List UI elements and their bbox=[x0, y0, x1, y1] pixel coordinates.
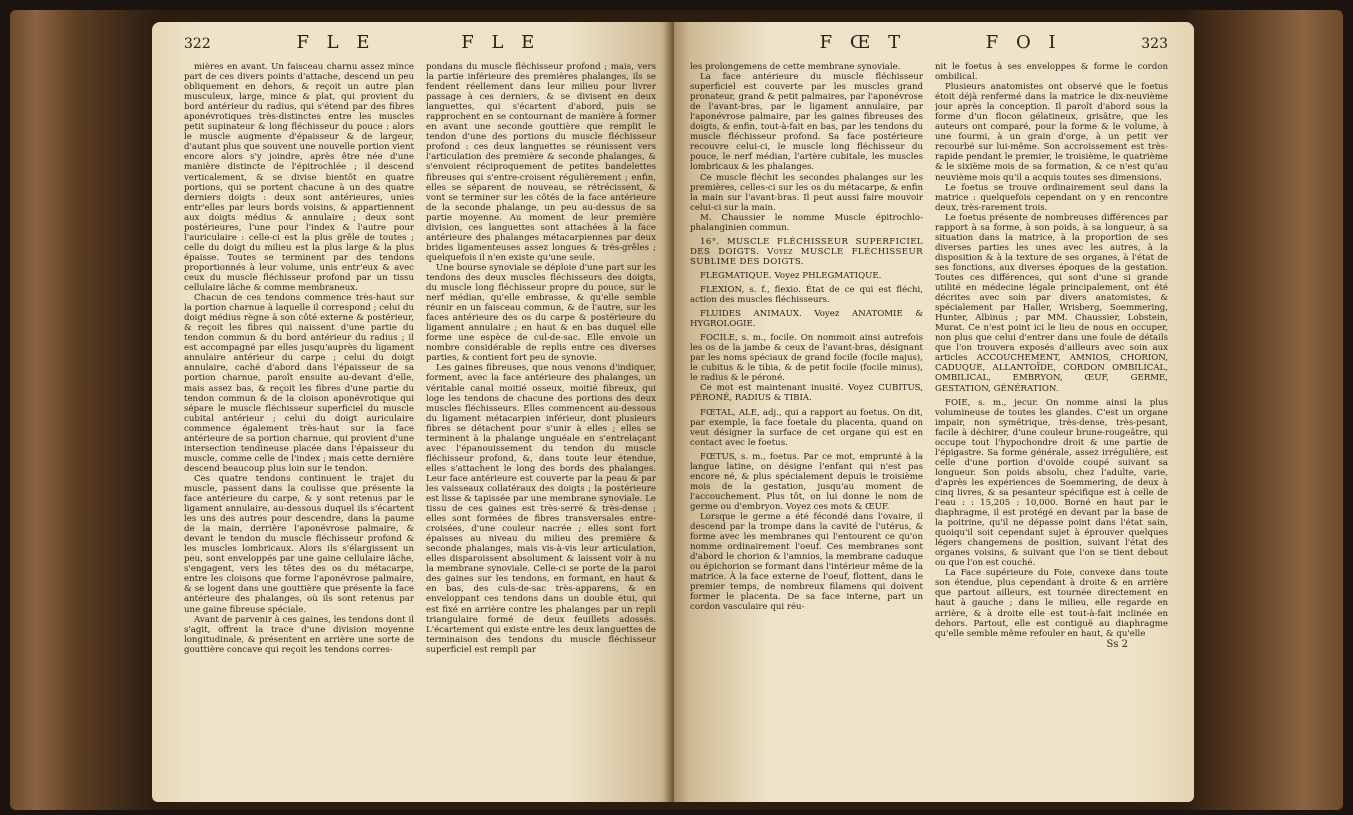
left-running-head bbox=[184, 32, 656, 56]
right-column-1 bbox=[690, 62, 923, 800]
dictionary-entry: FŒTUS, s. m., foetus. Par ce mot, emprunté à la langue latine, on désigne l'enfant qui n'est pas encore né, & plus spécialement depuis le troisième mois de la gestation, jusqu'au moment de l'accouchement. Plus tôt, on lui donne le nom de germe ou d'embryon. Voyez ces mots & ŒUF. bbox=[690, 451, 923, 512]
left-page-number: 322 bbox=[184, 36, 211, 52]
paragraph: Plusieurs anatomistes ont observé que le foetus étoit déjà renfermé dans la matrice le dix-neuvième jour après la conception. Il paroît d'abord sous la forme d'un flocon gélatineux, grisâtre, que les auteurs ont comparé, pour la forme & le volume, à une fourmi, à un grain d'orge, à un petit ver recourbé sur lui-même. Son accroissement est très-rapide pendant le premier, le troisième, le quatrième & le sixième mois de sa formation, & ce n'est qu'au neuvième mois qu'il a acquis toutes ses dimensions. bbox=[935, 82, 1168, 183]
paragraph: nit le foetus à ses enveloppes & forme le cordon ombilical. bbox=[935, 62, 1168, 83]
dictionary-entry: FOIE, s. m., jecur. On nomme ainsi la plus volumineuse de toutes les glandes. C'est un organe impair, non symétrique, très-dense, très-pesant, facile à déchirer, d'une couleur brune-rougeâtre, qui occupe tout l'hypochondre droit & une partie de l'épigastre. Sa forme générale, assez irrégulière, est celle d'une portion d'ovoïde coupé suivant sa longueur. Son poids absolu, chez l'adulte, varie, d'après les expériences de Soemmering, de deux à cinq livres, & sa pesanteur spécifique est à celle de l'eau : : 15,205 : 10,000. Borné en haut par le diaphragme, il est protégé en devant par la base de la poitrine, qu'il ne dépasse point dans l'état sain, quoiqu'il soit cependant sujet à éprouver quelques légers changemens de position, suivant l'état des organes voisins, & suivant que l'on se tient debout ou que l'on est couché. bbox=[935, 397, 1168, 569]
entry-heading: 16°. MUSCLE FLÉCHISSEUR SUPERFICIEL DES DOIGTS. Voyez MUSCLE FLÉCHISSEUR SUBLIME DES DOIGTS. bbox=[690, 236, 923, 267]
paragraph: Les gaines fibreuses, que nous venons d'indiquer, forment, avec la face antérieure des phalanges, un véritable canal moitié osseux, moitié fibreux, qui loge les tendons de chacune des portions des deux muscles fléchisseurs. Elles commencent au-dessous du ligament métacarpien inférieur, dont plusieurs fibres se détachent pour s'unir à elles ; elles se terminent à la phalange unguéale en s'entrelaçant avec l'épanouissement du tendon du muscle fléchisseur profond, &, dans toute leur étendue, elles s'attachent le long des bords des phalanges. Leur face antérieure est couverte par la peau & par les vaisseaux collatéraux des doigts ; la postérieure est lisse & tapissée par une membrane synoviale. Le tissu de ces gaines est très-serré & très-dense ; elles sont formées de fibres transversales entre-croisées, d'une couleur nacrée ; elles sont fort épaisses au niveau du milieu des première & seconde phalanges, mais vis-à-vis leur articulation, elles disparoissent absolument & laissent voir à nu la membrane synoviale. Celle-ci se porte de la paroi des gaines sur les tendons, en formant, en haut & en bas, des culs-de-sac très-apparens, & en enveloppant ces tendons dans un double étui, qui est fixé en arrière contre les phalanges par un repli triangulaire formé de deux feuillets adossés. L'écartement qui existe entre les deux languettes de terminaison des tendons du muscle fléchisseur superficiel est rempli par bbox=[426, 363, 656, 655]
paragraph: Ce mot est maintenant inusité. Voyez CUBITUS, PÉRONÉ, RADIUS & TIBIA. bbox=[690, 383, 923, 404]
paragraph: les prolongemens de cette membrane synoviale. bbox=[690, 62, 901, 72]
left-column-1 bbox=[184, 62, 414, 800]
right-page bbox=[674, 22, 1194, 802]
paragraph: Une bourse synoviale se déploie d'une part sur les tendons des deux muscles fléchisseurs des doigts, du muscle long fléchisseur propre du pouce, sur le nerf médian, qu'elle embrasse, & qu'elle semble réunir en un faisceau commun, & de l'autre, sur les faces antérieure des os du carpe & postérieure du ligament annulaire ; en haut & en bas duquel elle forme une espèce de cul-de-sac. Elle envoie un nombre considérable de replis entre ces diverses parties, & contient fort peu de synovie. bbox=[426, 262, 656, 364]
right-head-word-2: F O I bbox=[985, 32, 1062, 53]
paragraph: mières en avant. Un faisceau charnu assez mince part de ces divers points d'attache, descend un peu obliquement en dehors, & reçoit un autre plan musculeux, large, mince & plat, qui provient du bord antérieur du radius, qui s'étend par des fibres aponévrotiques très-distinctes entre les muscles petit supinateur & long fléchisseur du pouce : alors le muscle augmente d'épaisseur & de largeur, d'autant plus que souvent une nouvelle portion vient encore alors s'y joindre, après être née d'une manière distincte de l'épitrochlée ; il descend verticalement, & se divise bientôt en quatre portions, qui se portent chacune à un des quatre derniers doigts : deux sont antérieures, unies entr'elles par leurs bords voisins, & appartiennent aux doigts médius & annulaire ; deux sont postérieures, l'une pour l'index & l'autre pour l'auriculaire : celle-ci est la plus grêle de toutes ; celle du doigt du milieu est la plus large & la plus épaisse. Toutes se terminent par des tendons proportionnés à leur volume, unis entr'eux & avec ceux du muscle fléchisseur profond par un tissu cellulaire lâche & comme membraneux. bbox=[184, 62, 414, 294]
dictionary-entry: FŒTAL, ALE, adj., qui a rapport au foetus. On dit, par exemple, la face foetale du placenta, quand on veut désigner la surface de cet organe qui est en contact avec le foetus. bbox=[690, 407, 923, 448]
right-head-word-1: F Œ T bbox=[819, 32, 907, 53]
paragraph: M. Chaussier le nomme Muscle épitrochlo-phalanginien commun. bbox=[690, 212, 923, 233]
paragraph: Lorsque le germe a été fécondé dans l'ovaire, il descend par la trompe dans la cavité de l'utérus, & forme avec les membranes qui l'entourent ce qu'on nomme ordinairement l'oeuf. Ces membranes sont d'abord le chorion & l'amnios, la membrane caduque ou épichorion se formant dans l'intérieur même de la matrice. À la face externe de l'oeuf, flottent, dans le premier temps, de nombreux filamens qui doivent former le placenta. De sa face interne, part un cordon vasculaire qui réu- bbox=[690, 511, 923, 613]
left-head-word-1: F L E bbox=[296, 32, 376, 53]
paragraph: Le foetus se trouve ordinairement seul dans la matrice : quelquefois cependant on y en rencontre deux, très-rarement trois. bbox=[935, 182, 1168, 213]
left-column-2 bbox=[426, 62, 656, 800]
paragraph: pondans du muscle fléchisseur profond ; mais, vers la partie inférieure des premières phalanges, ils se fendent réellement dans leur milieu pour livrer passage à ces derniers, & se divisent en deux languettes, qui s'écartent d'abord, puis se rapprochent en se contournant de manière à former en avant une seconde gouttière que remplit le tendon d'une des portions du muscle fléchisseur profond : ces deux languettes se réunissent vers l'articulation des première & seconde phalanges, & s'envoient réciproquement de petites bandelettes fibreuses qui s'entre-croisent régulièrement ; enfin, elles se séparent de nouveau, se rétrécissent, & vont se terminer sur les côtés de la face antérieure de la seconde phalange, un peu au-dessus de sa partie moyenne. Au moment de leur première division, ces languettes sont attachées à la face antérieure des phalanges métacarpiennes par deux brides ligamenteuses assez longues & très-grêles ; quelquefois il n'en existe qu'une seule. bbox=[426, 62, 656, 263]
paragraph: Chacun de ces tendons commence très-haut sur la portion charnue à laquelle il correspond ; celui du doigt médius règne à son côté externe & postérieur, & reçoit les fibres qui naissent d'une partie du tendon commun & du bord antérieur du radius ; il est accompagné par elles jusqu'auprès du ligament annulaire antérieur du carpe ; celui du doigt annulaire, caché d'abord dans l'épaisseur de sa portion charnue, paroît ensuite au-devant d'elle, mais assez bas, & reçoit les fibres d'une partie du tendon commun & de la cloison aponévrotique qui sépare le muscle fléchisseur superficiel du muscle cubital antérieur ; celui du doigt auriculaire commence également très-haut sur la face antérieure de sa portion charnue, qui provient d'une intersection tendineuse placée dans l'épaisseur du muscle, comme celle de l'index ; mais cette dernière descend beaucoup plus loin sur le tendon. bbox=[184, 293, 414, 474]
dictionary-entry: FLEXION, s. f., flexio. État de ce qui est fléchi, action des muscles fléchisseurs. bbox=[690, 284, 923, 306]
dictionary-entry: FOCILE, s. m., focile. On nommoit ainsi autrefois les os de la jambe & ceux de l'avant-bras, désignant par les noms spéciaux de grand focile (focile majus), le cubitus & le tibia, & de petit focile (focile minus), le radius & le péroné. bbox=[690, 333, 923, 384]
paragraph: Le foetus présente de nombreuses différences par rapport à sa forme, à son poids, à sa longueur, à sa situation dans la matrice, à la proportion de ses diverses parties les unes avec les autres, à la disposition & à la texture de ses organes, à l'état de ses fonctions, aux diverses époques de la gestation. Toutes ces différences, qui sont d'une si grande utilité en médecine légale principalement, ont été décrites avec soin par divers anatomistes, & spécialement par Haller, Wrisberg, Soemmering, Hunter, Albinus ; par MM. Chaussier, Lobstein, Murat. Ce n'est point ici le lieu de nous en occuper, non plus que celui d'entrer dans une foule de détails que l'on trouvera exposés d'ailleurs avec soin aux articles ACCOUCHEMENT, AMNIOS, CHORION, CADUQUE, ALLANTOÏDE, CORDON OMBILICAL, OMBILICAL, EMBRYON, ŒUF, GERME, GESTATION, GÉNÉRATION. bbox=[935, 212, 1168, 394]
dictionary-entry: FLUIDES ANIMAUX. Voyez ANATOMIE & HYGROLOGIE. bbox=[690, 309, 923, 330]
left-head-word-2: F L E bbox=[461, 32, 541, 53]
right-running-head bbox=[690, 32, 1168, 56]
paragraph: Avant de parvenir à ces gaines, les tendons dont il s'agit, offrent la trace d'une division moyenne longitudinale, & présentent en arrière une sorte de gouttière concave qui reçoit les tendons corres- bbox=[184, 614, 414, 655]
left-page bbox=[152, 22, 674, 802]
entry-heading: FLEGMATIQUE. Voyez PHLEGMATIQUE. bbox=[700, 270, 882, 281]
right-column-2 bbox=[935, 62, 1168, 800]
signature-mark: Ss 2 bbox=[1106, 638, 1128, 650]
right-page-number: 323 bbox=[1141, 36, 1168, 52]
paragraph: Ce muscle fléchit les secondes phalanges sur les premières, celles-ci sur les os du métacarpe, & enfin la main sur l'avant-bras. Il peut aussi faire mouvoir celui-ci sur la main. bbox=[690, 172, 923, 213]
paragraph: Ces quatre tendons continuent le trajet du muscle, passent dans la coulisse que présente la face antérieure du carpe, & y sont retenus par le ligament annulaire, au-dessous duquel ils s'écartent les uns des autres pour descendre, dans la paume de la main, derrière l'aponévrose palmaire, & devant le tendon du muscle fléchisseur profond & les muscles lombricaux. Alors ils s'élargissent un peu, sont enveloppés par une gaine cellulaire lâche, s'engagent, vers les têtes des os du métacarpe, entre les cloisons que forme l'aponévrose palmaire, & se logent dans une gouttière que présente la face antérieure des phalanges, où ils sont retenus par une gaine fibreuse spéciale. bbox=[184, 473, 414, 615]
paragraph: La Face supérieure du Foie, convexe dans toute son étendue, plus cependant à droite & en arrière que partout ailleurs, est tournée directement en haut à gauche ; dans le milieu, elle regarde en arrière, & à droite elle est tout-à-fait inclinée en dehors. Partout, elle est contiguë au diaphragme qu'elle semble même refouler en haut, & qu'elle bbox=[935, 568, 1168, 639]
paragraph: La face antérieure du muscle fléchisseur superficiel est couverte par les muscles grand pronateur, grand & petit palmaires, par l'aponévrose de l'avant-bras, par le ligament annulaire, par l'aponévrose palmaire, par les gaines fibreuses des doigts, & enfin, tout-à-fait en bas, par les tendons du muscle fléchisseur profond. Sa face postérieure recouvre celui-ci, le muscle long fléchisseur du pouce, le nerf médian, l'artère cubitale, les muscles lombricaux & les phalanges. bbox=[690, 72, 923, 173]
